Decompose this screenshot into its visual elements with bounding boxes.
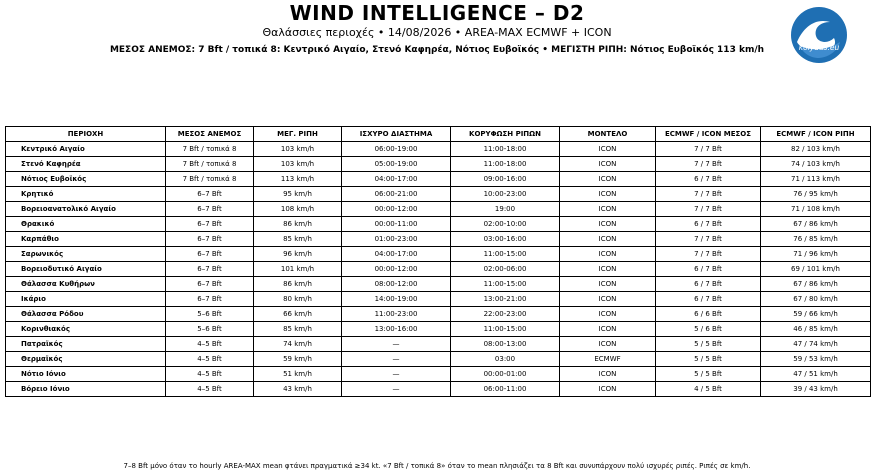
table-cell: 82 / 103 km/h [761, 142, 871, 157]
region-cell: Κορινθιακός [6, 322, 166, 337]
table-row [6, 262, 871, 277]
table-cell: 02:00-10:00 [451, 217, 560, 232]
table-row [6, 352, 871, 367]
table-row [6, 202, 871, 217]
region-cell: Σαρωνικός [6, 247, 166, 262]
table-row [6, 247, 871, 262]
column-header: ΚΟΡΥΦΩΣΗ ΡΙΠΩΝ [451, 127, 560, 142]
table-cell: 11:00-18:00 [451, 157, 560, 172]
table-cell: 00:00-01:00 [451, 367, 560, 382]
column-header: ΜΕΣΟΣ ΑΝΕΜΟΣ [166, 127, 254, 142]
table-cell: 7 / 7 Bft [656, 187, 761, 202]
table-row [6, 157, 871, 172]
table-cell: 86 km/h [254, 277, 342, 292]
kolydas-logo [790, 6, 848, 64]
table-cell: 6–7 Bft [166, 217, 254, 232]
table-cell: — [342, 382, 451, 397]
region-cell: Θάλασσα Κυθήρων [6, 277, 166, 292]
table-cell: 7 / 7 Bft [656, 157, 761, 172]
table-cell: 6 / 7 Bft [656, 217, 761, 232]
table-cell: 43 km/h [254, 382, 342, 397]
region-cell: Βορειοδυτικό Αιγαίο [6, 262, 166, 277]
table-cell: ICON [560, 322, 656, 337]
table-row [6, 187, 871, 202]
table-cell: 101 km/h [254, 262, 342, 277]
table-cell: 86 km/h [254, 217, 342, 232]
table-cell: 4–5 Bft [166, 337, 254, 352]
table-row [6, 382, 871, 397]
table-cell: 6–7 Bft [166, 247, 254, 262]
table-cell: 108 km/h [254, 202, 342, 217]
table-cell: 7 / 7 Bft [656, 247, 761, 262]
table-cell: ICON [560, 247, 656, 262]
table-cell: 06:00-11:00 [451, 382, 560, 397]
table-cell: 66 km/h [254, 307, 342, 322]
table-cell: 00:00-12:00 [342, 202, 451, 217]
table-cell: 6 / 7 Bft [656, 172, 761, 187]
table-cell: 85 km/h [254, 322, 342, 337]
table-cell: 6–7 Bft [166, 292, 254, 307]
table-cell: 4–5 Bft [166, 382, 254, 397]
table-cell: 7 Bft / τοπικά 8 [166, 172, 254, 187]
table-cell: 08:00-12:00 [342, 277, 451, 292]
table-cell: ICON [560, 262, 656, 277]
region-cell: Κεντρικό Αιγαίο [6, 142, 166, 157]
column-header: ΜΕΓ. ΡΙΠΗ [254, 127, 342, 142]
table-cell: 13:00-16:00 [342, 322, 451, 337]
table-cell: 11:00-18:00 [451, 142, 560, 157]
column-header: ΙΣΧΥΡΟ ΔΙΑΣΤΗΜΑ [342, 127, 451, 142]
table-cell: ICON [560, 217, 656, 232]
table-cell: 6–7 Bft [166, 232, 254, 247]
table-cell: 67 / 86 km/h [761, 217, 871, 232]
table-cell: 103 km/h [254, 142, 342, 157]
table-cell: 67 / 86 km/h [761, 277, 871, 292]
table-cell: 03:00-16:00 [451, 232, 560, 247]
table-cell: 7 / 7 Bft [656, 232, 761, 247]
table-cell: ICON [560, 337, 656, 352]
table-cell: — [342, 337, 451, 352]
table-cell: 76 / 95 km/h [761, 187, 871, 202]
region-cell: Θρακικό [6, 217, 166, 232]
table-cell: 7 Bft / τοπικά 8 [166, 142, 254, 157]
region-cell: Βόρειο Ιόνιο [6, 382, 166, 397]
table-cell: 00:00-12:00 [342, 262, 451, 277]
table-cell: 71 / 113 km/h [761, 172, 871, 187]
region-cell: Βορειοανατολικό Αιγαίο [6, 202, 166, 217]
table-cell: 95 km/h [254, 187, 342, 202]
region-cell: Κρητικό [6, 187, 166, 202]
table-cell: 03:00 [451, 352, 560, 367]
region-cell: Στενό Καφηρέα [6, 157, 166, 172]
table-cell: 6–7 Bft [166, 277, 254, 292]
table-cell: 6 / 6 Bft [656, 307, 761, 322]
table-cell: 10:00-23:00 [451, 187, 560, 202]
table-cell: 6–7 Bft [166, 262, 254, 277]
table-row [6, 337, 871, 352]
region-cell: Θάλασσα Ρόδου [6, 307, 166, 322]
table-cell: ICON [560, 292, 656, 307]
table-body [6, 142, 871, 397]
table-cell: 113 km/h [254, 172, 342, 187]
table-cell: 5 / 5 Bft [656, 337, 761, 352]
table-cell: 5 / 5 Bft [656, 367, 761, 382]
table-cell: ICON [560, 157, 656, 172]
table-cell: ICON [560, 187, 656, 202]
table-cell: 5–6 Bft [166, 307, 254, 322]
table-cell: 6–7 Bft [166, 187, 254, 202]
table-row [6, 142, 871, 157]
region-cell: Νότιο Ιόνιο [6, 367, 166, 382]
table-row [6, 322, 871, 337]
table-row [6, 217, 871, 232]
region-cell: Νότιος Ευβοϊκός [6, 172, 166, 187]
table-cell: 67 / 80 km/h [761, 292, 871, 307]
logo-text: kolydas.eu [798, 43, 840, 52]
table-cell: 06:00-21:00 [342, 187, 451, 202]
report-subtitle: Θαλάσσιες περιοχές • 14/08/2026 • AREA-MAX ECMWF + ICON [262, 26, 612, 39]
table-cell: ICON [560, 367, 656, 382]
table-cell: 11:00-15:00 [451, 322, 560, 337]
table-row [6, 292, 871, 307]
table-cell: 4–5 Bft [166, 352, 254, 367]
table-cell: 47 / 51 km/h [761, 367, 871, 382]
column-header: ECMWF / ICON ΡΙΠΗ [761, 127, 871, 142]
table-cell: 13:00-21:00 [451, 292, 560, 307]
table-cell: 6 / 7 Bft [656, 277, 761, 292]
table-cell: 05:00-19:00 [342, 157, 451, 172]
table-cell: ICON [560, 232, 656, 247]
table-cell: ICON [560, 382, 656, 397]
table-cell: 11:00-23:00 [342, 307, 451, 322]
column-header: ΠΕΡΙΟΧΗ [6, 127, 166, 142]
table-cell: 6–7 Bft [166, 202, 254, 217]
table-cell: 04:00-17:00 [342, 172, 451, 187]
table-row [6, 367, 871, 382]
table-cell: 14:00-19:00 [342, 292, 451, 307]
table-cell: 06:00-19:00 [342, 142, 451, 157]
table-cell: 6 / 7 Bft [656, 292, 761, 307]
table-cell: ICON [560, 142, 656, 157]
table-cell: 00:00-11:00 [342, 217, 451, 232]
table-cell: 7 / 7 Bft [656, 142, 761, 157]
table-cell: 09:00-16:00 [451, 172, 560, 187]
table-cell: 08:00-13:00 [451, 337, 560, 352]
report-summary: ΜΕΣΟΣ ΑΝΕΜΟΣ: 7 Bft / τοπικά 8: Κεντρικό Αιγαίο, Στενό Καφηρέα, Νότιος Ευβοϊκός • ΜΕΓΙΣΤΗ ΡΙΠΗ: Νότιος Ευβοϊκός 113 km/h [109, 45, 765, 55]
table-cell: 46 / 85 km/h [761, 322, 871, 337]
table-cell: 71 / 96 km/h [761, 247, 871, 262]
table-cell: 4–5 Bft [166, 367, 254, 382]
table-row [6, 172, 871, 187]
column-header: ΜΟΝΤΕΛΟ [560, 127, 656, 142]
table-cell: 7 Bft / τοπικά 8 [166, 157, 254, 172]
table-cell: 103 km/h [254, 157, 342, 172]
table-cell: 51 km/h [254, 367, 342, 382]
table-cell: 04:00-17:00 [342, 247, 451, 262]
table-cell: 02:00-06:00 [451, 262, 560, 277]
table-cell: — [342, 367, 451, 382]
table-cell: 01:00-23:00 [342, 232, 451, 247]
table-cell: 22:00-23:00 [451, 307, 560, 322]
table-cell: 69 / 101 km/h [761, 262, 871, 277]
table-cell: 19:00 [451, 202, 560, 217]
table-cell: ICON [560, 202, 656, 217]
table-cell: 47 / 74 km/h [761, 337, 871, 352]
table-cell: ICON [560, 277, 656, 292]
table-cell: 4 / 5 Bft [656, 382, 761, 397]
table-cell: 74 / 103 km/h [761, 157, 871, 172]
report-title: WIND INTELLIGENCE – D2 [289, 1, 585, 25]
table-cell: 85 km/h [254, 232, 342, 247]
table-cell: 74 km/h [254, 337, 342, 352]
table-cell: 5 / 5 Bft [656, 352, 761, 367]
footnote: 7–8 Bft μόνο όταν το hourly AREA-MAX mean φτάνει πραγματικά ≥34 kt. «7 Bft / τοπικά 8» όταν το mean πλησιάζει τα 8 Bft και συνυπάρχουν πολύ ισχυρές ριπές. Ριπές σε km/h. [123, 462, 751, 470]
table-row [6, 307, 871, 322]
column-header: ECMWF / ICON ΜΕΣΟΣ [656, 127, 761, 142]
table-cell: 5–6 Bft [166, 322, 254, 337]
table-cell: 76 / 85 km/h [761, 232, 871, 247]
table-cell: 11:00-15:00 [451, 247, 560, 262]
table-cell: 59 / 66 km/h [761, 307, 871, 322]
table-cell: 11:00-15:00 [451, 277, 560, 292]
table-cell: 5 / 6 Bft [656, 322, 761, 337]
table-row [6, 232, 871, 247]
table-cell: 59 / 53 km/h [761, 352, 871, 367]
table-cell: 39 / 43 km/h [761, 382, 871, 397]
region-cell: Καρπάθιο [6, 232, 166, 247]
wave-logo-icon [790, 6, 848, 64]
wind-table [5, 126, 871, 397]
table-cell: ECMWF [560, 352, 656, 367]
table-cell: 96 km/h [254, 247, 342, 262]
table-cell: 80 km/h [254, 292, 342, 307]
table-cell: ICON [560, 307, 656, 322]
table-cell: 59 km/h [254, 352, 342, 367]
table-cell: 6 / 7 Bft [656, 262, 761, 277]
region-cell: Ικάριο [6, 292, 166, 307]
table-cell: 71 / 108 km/h [761, 202, 871, 217]
table-header-row [6, 127, 871, 142]
table-row [6, 277, 871, 292]
region-cell: Πατραϊκός [6, 337, 166, 352]
table-cell: 7 / 7 Bft [656, 202, 761, 217]
table-cell: ICON [560, 172, 656, 187]
region-cell: Θερμαϊκός [6, 352, 166, 367]
table-cell: — [342, 352, 451, 367]
